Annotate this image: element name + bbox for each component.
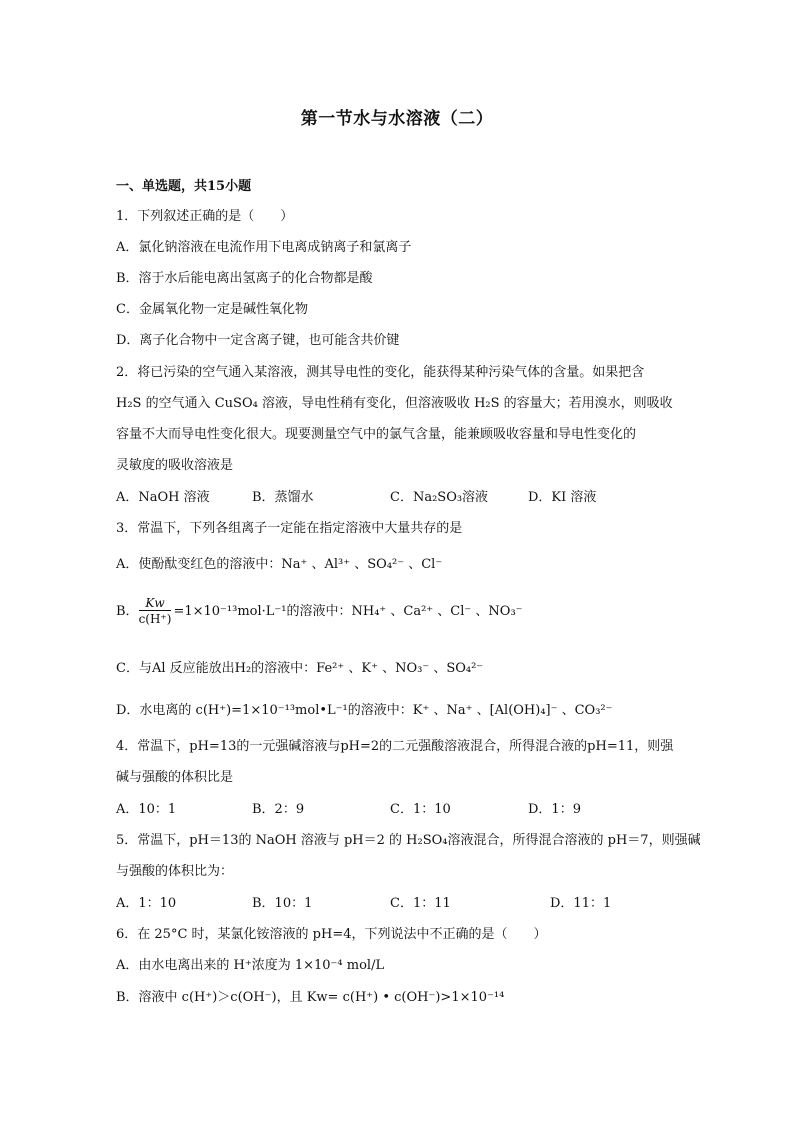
question-4-option-d: D．1：9 bbox=[528, 802, 581, 817]
question-4-option-b: B．2：9 bbox=[252, 802, 305, 817]
question-5-option-a: A．1：10 bbox=[116, 896, 177, 911]
question-5-option-c: C．1：11 bbox=[390, 896, 451, 911]
question-5-option-d: D．11：1 bbox=[550, 896, 612, 911]
question-3-option-a: A．使酚酞变红色的溶液中：Na⁺ 、Al³⁺ 、SO₄²⁻ 、Cl⁻ bbox=[116, 557, 443, 572]
question-2-line-3: 容量不大而导电性变化很大。现要测量空气中的氯气含量，能兼顾吸收容量和导电性变化的 bbox=[116, 427, 637, 442]
question-3-stem: 3．常温下，下列各组离子一定能在指定溶液中大量共存的是 bbox=[116, 521, 463, 536]
question-2-option-a: A．NaOH 溶液 bbox=[116, 490, 210, 505]
question-4-line-2: 碱与强酸的体积比是 bbox=[116, 770, 234, 785]
question-2-option-d: D．KI 溶液 bbox=[528, 490, 597, 505]
question-1-option-d: D．离子化合物中一定含离子键，也可能含共价键 bbox=[116, 333, 400, 348]
fraction-denominator: c(H⁺) bbox=[138, 612, 172, 626]
question-1-option-c: C．金属氧化物一定是碱性氧化物 bbox=[116, 302, 308, 317]
question-6-stem: 6．在 25°C 时，某氯化铵溶液的 pH=4，下列说法中不正确的是（ ） bbox=[116, 927, 547, 942]
question-6-option-b: B．溶液中 c(H⁺)＞c(OH⁻)，且 Kw= c(H⁺) • c(OH⁻)>1×10⁻¹⁴ bbox=[116, 990, 505, 1005]
section-heading: 一、单选题，共15小题 bbox=[116, 179, 252, 194]
question-2-line-2: H₂S 的空气通入 CuSO₄ 溶液，导电性稍有变化，但溶液吸收 H₂S 的容量大；若用溴水，则吸收 bbox=[116, 396, 673, 411]
page-title: 第一节水与水溶液（二） bbox=[300, 109, 494, 129]
question-1-option-b: B．溶于水后能电离出氢离子的化合物都是酸 bbox=[116, 271, 373, 286]
question-4-option-a: A．10：1 bbox=[116, 802, 177, 817]
question-4-option-c: C．1：10 bbox=[390, 802, 451, 817]
fraction-numerator: Kw bbox=[139, 596, 172, 611]
question-3-option-b bbox=[116, 596, 523, 627]
question-6-option-a: A．由水电离出来的 H⁺浓度为 1×10⁻⁴ mol/L bbox=[116, 958, 385, 973]
question-2-line-4: 灵敏度的吸收溶液是 bbox=[116, 458, 234, 473]
question-3-option-d: D．水电离的 c(H⁺)=1×10⁻¹³mol•L⁻¹的溶液中：K⁺ 、Na⁺ 、[Al(OH)₄]⁻ 、CO₃²⁻ bbox=[116, 703, 613, 718]
kw-fraction bbox=[139, 596, 172, 627]
question-1-option-a: A．氯化钠溶液在电流作用下电离成钠离子和氯离子 bbox=[116, 240, 412, 255]
question-5-line-1: 5．常温下，pH＝13的 NaOH 溶液与 pH＝2 的 H₂SO₄溶液混合，所得混合溶液的 pH＝7，则强碱 bbox=[116, 833, 701, 848]
question-3-option-c: C．与Al 反应能放出H₂的溶液中：Fe²⁺ 、K⁺ 、NO₃⁻ 、SO₄²⁻ bbox=[116, 661, 484, 676]
question-5-option-b: B．10：1 bbox=[252, 896, 313, 911]
question-2-option-c: C．Na₂SO₃溶液 bbox=[390, 490, 489, 505]
question-5-line-2: 与强酸的体积比为： bbox=[116, 864, 234, 879]
question-4-line-1: 4．常温下，pH=13的一元强碱溶液与pH=2的二元强酸溶液混合，所得混合液的pH=11，则强 bbox=[116, 739, 674, 754]
question-3-option-b-text: =1×10⁻¹³mol·L⁻¹的溶液中：NH₄⁺ 、Ca²⁺ 、Cl⁻ 、NO₃⁻ bbox=[173, 604, 523, 619]
question-2-option-b: B．蒸馏水 bbox=[252, 490, 314, 505]
question-2-line-1: 2．将已污染的空气通入某溶液，测其导电性的变化，能获得某种污染气体的含量。如果把含 bbox=[116, 365, 645, 380]
question-3-option-b-label: B． bbox=[116, 604, 139, 619]
question-1-stem: 1．下列叙述正确的是（ ） bbox=[116, 209, 294, 224]
